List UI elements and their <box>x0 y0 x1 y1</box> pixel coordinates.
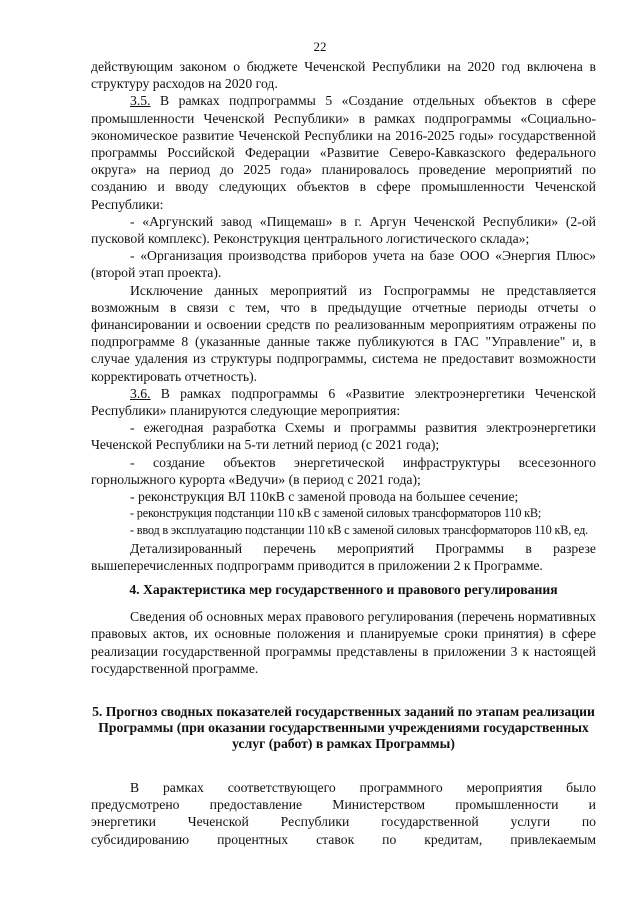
paragraph-budget-law: действующим законом о бюджете Чеченской Республики на 2020 год включена в структуру расходов на 2020 год. <box>91 59 596 92</box>
document-body <box>91 58 596 848</box>
section-number-3-5: 3.5. <box>130 93 151 109</box>
paragraph-3-5 <box>91 92 596 212</box>
paragraph-exclusion: Исключение данных мероприятий из Госпрограммы не представляется возможным в связи с тем, что в предыдущие отчетные периоды отчеты о финансировании и освоении средств по реализованным мероприятиям отражены по подпрограмме 8 (указанные данные также публикуются в ГАС "Управление" и, в случае удаления из структуры подпрограммы, система не предоставит возможности корректировать отчетность). <box>91 282 596 384</box>
list-item-veduchi: - создание объектов энергетической инфраструктуры всесезонного горнолыжного курорта «Ведучи» (в период с 2021 года); <box>91 454 596 487</box>
paragraph-5-line-1: В рамках соответствующего программного мероприятия было <box>130 779 596 795</box>
paragraph-detailed-list: Детализированный перечень мероприятий Программы в разрезе вышеперечисленных подпрограмм приводится в приложении 2 к Программе. <box>91 540 596 573</box>
list-item-vl-110: - реконструкция ВЛ 110кВ с заменой провода на большее сечение; <box>130 489 519 505</box>
list-item-substation-commissioning: - ввод в эксплуатацию подстанции 110 кВ с заменой силовых трансформаторов 110 кВ, ед. <box>130 523 589 538</box>
paragraph-5-line-3: энергетики Чеченской Республики государственной услуги по <box>91 814 596 830</box>
paragraph-3-6-text: В рамках подпрограммы 6 «Развитие электроэнергетики Чеченской Республики» планируются следующие мероприятия: <box>91 385 596 419</box>
section-heading-5: 5. Прогноз сводных показателей государственных заданий по этапам реализации Программы (при оказании государственными учреждениями государственных услуг (работ) в рамках Программы) <box>92 703 595 751</box>
paragraph-5-line-4: субсидированию процентных ставок по кредитам, привлекаемым <box>91 831 596 847</box>
list-item-energy-plus: - «Организация производства приборов учета на базе ООО «Энергия Плюс» (второй этап проекта). <box>91 248 596 281</box>
section-heading-4: 4. Характеристика мер государственного и правового регулирования <box>129 582 558 598</box>
list-item-argun-plant: - «Аргунский завод «Пищемаш» в г. Аргун Чеченской Республики» (2-ой пусковой комплекс). Реконструкция центрального логистического склада»; <box>91 213 596 247</box>
paragraph-3-6 <box>91 385 596 419</box>
paragraph-3-5-text: В рамках подпрограммы 5 «Создание отдельных объектов в сфере промышленности Чеченской Республики» в рамках подпрограммы «Социально-экономическое развитие Чеченской Республики на 2016-2025 годы» государственной программы Российской Федерации «Развитие Северо-Кавказского федерального округа» на период до 2025 года» планировалось проведение мероприятий по созданию и вводу следующих объектов в сфере промышленности Чеченской Республики: <box>91 93 596 212</box>
list-item-scheme: - ежегодная разработка Схемы и программы развития электроэнергетики Чеченской Республики на 5-ти летний период (с 2021 года); <box>91 420 596 453</box>
list-item-substation-reconstruction: - реконструкция подстанции 110 кВ с заменой силовых трансформаторов 110 кВ; <box>130 506 542 521</box>
paragraph-5-line-2: предусмотрено предоставление Министерством промышленности и <box>91 797 596 813</box>
section-number-3-6: 3.6. <box>130 385 151 401</box>
paragraph-legal-regulation: Сведения об основных мерах правового регулирования (перечень нормативных правовых актов, их основные положения и планируемые сроки принятия) в сфере реализации государственной программы представлены в приложении 3 к настоящей государственной программе. <box>91 609 596 676</box>
page-number: 22 <box>313 39 327 54</box>
